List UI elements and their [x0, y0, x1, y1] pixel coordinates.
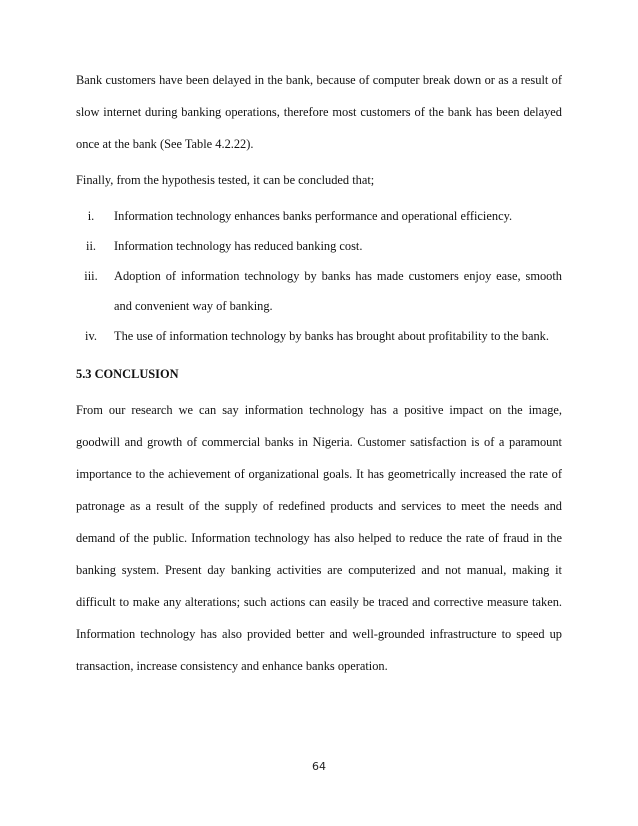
- paragraph-1-line-2: slow internet during banking operations, therefore most customers of the bank has been delayed: [76, 105, 562, 119]
- conclusion-line: transaction, increase consistency and enhance banks operation.: [76, 659, 388, 673]
- conclusion-line: banking system. Present day banking activities are computerized and not manual, making it: [76, 563, 562, 577]
- conclusion-line: Information technology has also provided better and well-grounded infrastructure to speed up: [76, 627, 562, 641]
- paragraph-1-line-1: Bank customers have been delayed in the bank, because of computer break down or as a result of: [76, 73, 562, 87]
- section-heading: 5.3 CONCLUSION: [76, 367, 179, 381]
- list-marker: iv.: [85, 329, 97, 343]
- paragraph-1-line-3: once at the bank (See Table 4.2.22).: [76, 137, 254, 151]
- list-item-text: Adoption of information technology by banks has made customers enjoy ease, smooth: [114, 269, 562, 283]
- list-marker: ii.: [86, 239, 96, 253]
- paragraph-2: Finally, from the hypothesis tested, it can be concluded that;: [76, 173, 375, 187]
- page-number: 64: [312, 760, 326, 773]
- list-item: [0, 238, 638, 254]
- conclusion-line: demand of the public. Information technology has also helped to reduce the rate of fraud in the: [76, 531, 562, 545]
- list-item-text: The use of information technology by banks has brought about profitability to the bank.: [114, 329, 549, 343]
- conclusion-line: From our research we can say information technology has a positive impact on the image,: [76, 403, 562, 417]
- list-marker: iii.: [84, 269, 98, 283]
- list-item: [0, 208, 638, 224]
- list-item: [0, 268, 638, 284]
- conclusion-line: importance to the achievement of organizational goals. It has geometrically increased the rate of: [76, 467, 562, 481]
- conclusion-line: difficult to make any alterations; such actions can easily be traced and corrective measure taken.: [76, 595, 562, 609]
- list-marker: i.: [87, 209, 95, 223]
- list-item-text: Information technology has reduced banking cost.: [114, 239, 363, 253]
- list-item-text: Information technology enhances banks performance and operational efficiency.: [114, 209, 513, 223]
- list-item: [0, 328, 638, 344]
- list-item-text: and convenient way of banking.: [114, 299, 273, 313]
- conclusion-line: goodwill and growth of commercial banks in Nigeria. Customer satisfaction is of a paramount: [76, 435, 562, 449]
- conclusion-line: patronage as a result of the supply of redefined products and services to meet the needs and: [76, 499, 562, 513]
- list-item-continuation: [0, 298, 638, 314]
